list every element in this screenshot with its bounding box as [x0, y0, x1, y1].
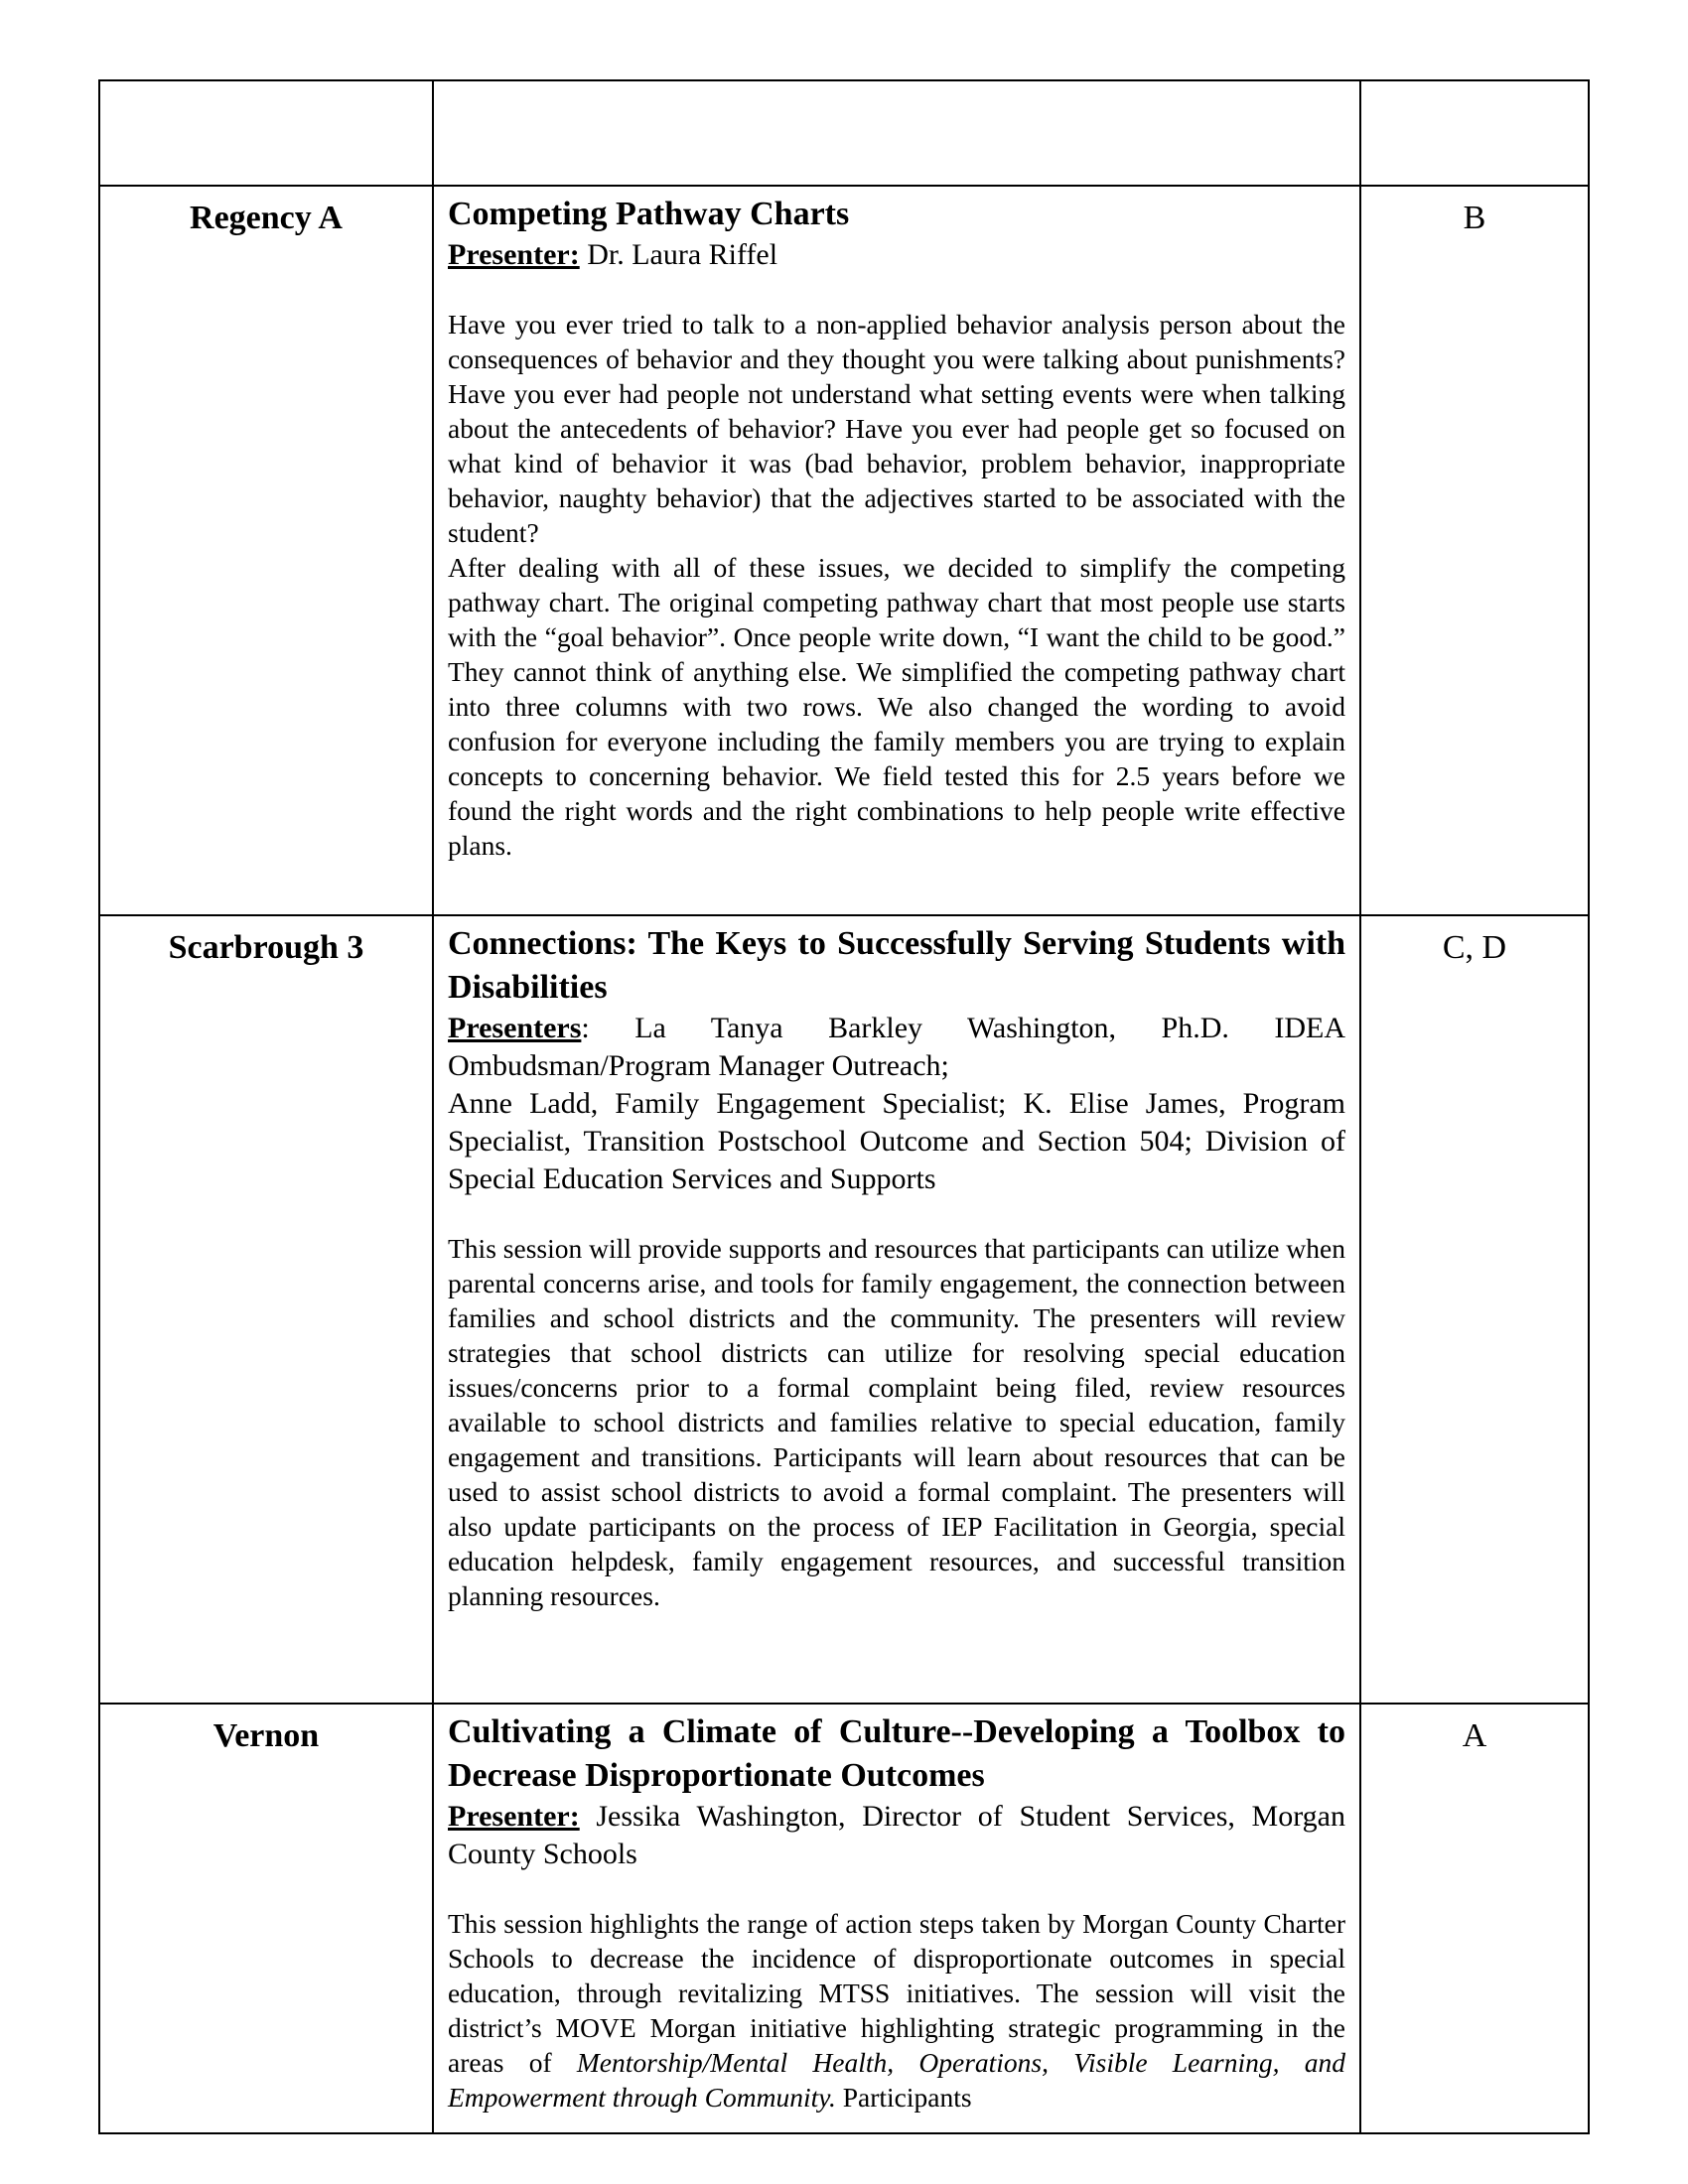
- room-name: Scarbrough 3: [99, 915, 433, 1704]
- description-paragraph: This session will provide supports and resources that participants can utilize when parental concerns arise, and tools for family engagement, the connection between families and school districts and the community. The presenters will review strategies that school districts can utilize for resolving special education issues/concerns prior to a formal complaint being filed, review resources available to school districts and families relative to special education, family engagement and transitions. Participants will learn about resources that can be used to assist school districts to avoid a formal complaint. The presenters will also update participants on the process of IEP Facilitation in Georgia, special education helpdesk, family engagement resources, and successful transition planning resources.: [448, 1233, 1345, 1611]
- presenter-extra: Anne Ladd, Family Engagement Specialist; K. Elise James, Program Specialist, Transition Postschool Outcome and Section 504; Division of Special Education Services and Supports: [448, 1087, 1345, 1195]
- session-title: Connections: The Keys to Successfully Serving Students with Disabilities: [448, 925, 1345, 1006]
- room-name: Vernon: [99, 1704, 433, 2133]
- strand-code: A: [1360, 1704, 1589, 2133]
- table-row-blank: [99, 80, 1589, 186]
- presenter-label: Presenter:: [448, 238, 580, 271]
- description-italic: Mentorship/Mental Health, Operations, Visible Learning, and Empowerment through Community.: [448, 2047, 1346, 2113]
- presenter-line: [448, 1010, 1345, 1085]
- description-paragraph: [448, 1906, 1345, 2115]
- presenter-label: Presenters: [448, 1012, 582, 1044]
- session-description: [448, 1231, 1345, 1613]
- session-title: Cultivating a Climate of Culture--Developing a Toolbox to Decrease Disproportionate Outcomes: [448, 1713, 1345, 1794]
- session-schedule-table: [98, 79, 1590, 2134]
- session-description: [448, 1906, 1345, 2115]
- session-title: Competing Pathway Charts: [448, 196, 850, 232]
- table-row: [99, 915, 1589, 1704]
- table-row: [99, 186, 1589, 915]
- description-text: This session highlights the range of action steps taken by Morgan County Charter Schools to decrease the incidence of disproportionate outcomes in special education, through revitalizing MTSS initiatives. The session will visit the district’s MOVE Morgan initiative highlighting strategic programming in the areas of: [448, 1908, 1345, 2078]
- presenter-names: : La Tanya Barkley Washington, Ph.D. IDEA Ombudsman/Program Manager Outreach;: [448, 1012, 1345, 1082]
- presenter-line: [448, 1798, 1345, 1873]
- table-row: [99, 1704, 1589, 2133]
- presenter-names: Dr. Laura Riffel: [579, 238, 778, 271]
- presenter-line: [448, 236, 1345, 274]
- session-cell: [433, 1704, 1360, 2133]
- strand-code: C, D: [1360, 915, 1589, 1704]
- description-paragraph: Have you ever tried to talk to a non-applied behavior analysis person about the consequences of behavior and they thought you were talking about punishments? Have you ever had people not understand what setting events were when talking about the antecedents of behavior? Have you ever had people get so focused on what kind of behavior it was (bad behavior, problem behavior, inappropriate behavior, naughty behavior) that the adjectives started to be associated with the student?: [448, 309, 1345, 548]
- session-cell-empty: [433, 80, 1360, 186]
- room-name: Regency A: [99, 186, 433, 915]
- strand-cell-empty: [1360, 80, 1589, 186]
- session-cell: [433, 186, 1360, 915]
- session-description: [448, 307, 1345, 863]
- description-text-tail: Participants: [835, 2082, 972, 2113]
- session-cell: [433, 915, 1360, 1704]
- strand-code: B: [1360, 186, 1589, 915]
- presenter-label: Presenter:: [448, 1800, 580, 1833]
- description-paragraph: After dealing with all of these issues, we decided to simplify the competing pathway chart. The original competing pathway chart that most people use starts with the “goal behavior”. Once people write down, “I want the child to be good.” They cannot think of anything else. We simplified the competing pathway chart into three columns with two rows. We also changed the wording to avoid confusion for everyone including the family members you are trying to explain concepts to concerning behavior. We field tested this for 2.5 years before we found the right words and the right combinations to help people write effective plans.: [448, 552, 1345, 861]
- presenter-names: Jessika Washington, Director of Student Services, Morgan County Schools: [448, 1800, 1345, 1870]
- room-cell-empty: [99, 80, 433, 186]
